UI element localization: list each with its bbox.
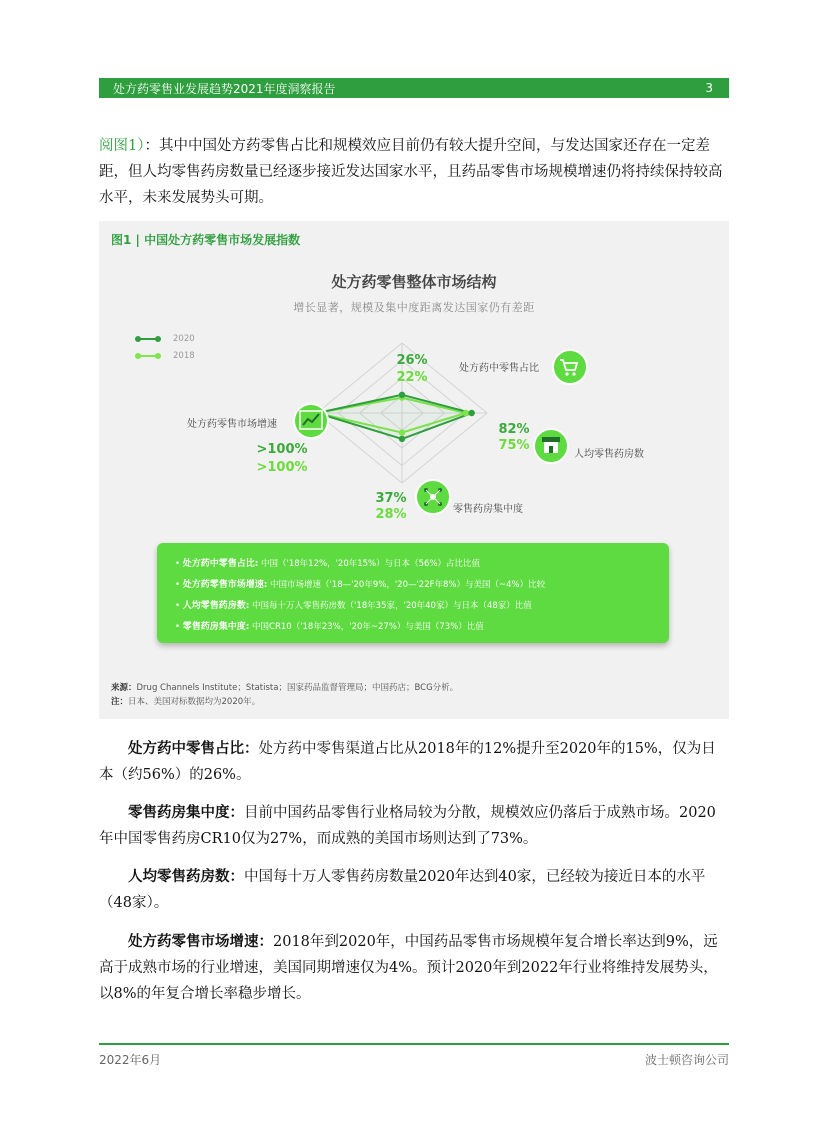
chart-subtitle: 增长显著，规模及集中度距离发达国家仍有差距	[293, 301, 535, 314]
footer-divider	[99, 1043, 729, 1045]
note-text: 日本、美国对标数据均为2020年。	[128, 697, 261, 707]
paragraph-text: 处方药中零售渠道占比从2018年的12%提升至2020年的15%，仅为日本（约56%）的26%。	[99, 741, 716, 783]
network-icon	[416, 480, 450, 514]
footer-date: 2022年6月	[99, 1053, 162, 1067]
axis-label-share: 处方药中零售占比	[459, 363, 539, 374]
summary-text: 中国每十万人零售药房数（'18年35家，'20年40家）与日本（48家）比值	[252, 601, 532, 611]
source-note	[111, 681, 458, 709]
summary-text: 中国市场增速（'18—'20年9%，'20—'22F年8%）与美国（~4%）比较	[270, 580, 546, 590]
intro-paragraph	[99, 133, 729, 211]
chart-title: 处方药零售整体市场结构	[331, 273, 497, 291]
summary-text: 中国CR10（'18年23%，'20年~27%）与美国（73%）比值	[252, 622, 484, 632]
paragraph-label: 人均零售药房数：	[128, 869, 244, 885]
growth-chart-icon	[294, 404, 328, 438]
summary-row: • 零售药房集中度: 中国CR10（'18年23%，'20年~27%）与美国（73%）比值	[175, 622, 484, 632]
paragraph-label: 零售药房集中度：	[128, 805, 244, 821]
summary-label: 零售药房集中度:	[182, 622, 250, 632]
page-number: 3	[705, 81, 713, 95]
footer-company: 波士顿咨询公司	[644, 1053, 729, 1067]
cart-icon	[553, 350, 587, 384]
summary-text: 中国（'18年12%，'20年15%）与日本（56%）占比比值	[261, 559, 481, 569]
summary-label: 人均零售药房数:	[182, 601, 250, 611]
paragraph-share	[99, 736, 729, 788]
figure-label: 图1 | 中国处方药零售市场发展指数	[111, 233, 301, 247]
source-label: 来源：	[111, 683, 137, 693]
header-bar	[99, 78, 729, 98]
summary-box	[157, 543, 669, 643]
value-2018-share: 22%	[396, 370, 428, 385]
paragraph-pharmacies	[99, 864, 729, 916]
value-2018-pharmacies: 75%	[498, 438, 530, 453]
value-2018-growth: >100%	[256, 460, 308, 475]
paragraph-concentration	[99, 800, 729, 852]
report-title: 处方药零售业发展趋势2021年度洞察报告	[113, 81, 336, 96]
figure-reference[interactable]: 阅图1）	[99, 138, 145, 154]
radar-chart	[99, 329, 729, 529]
paragraph-text: 中国每十万人零售药房数量2020年达到40家，已经较为接近日本的水平（48家）。	[99, 869, 706, 911]
axis-label-growth: 处方药零售市场增速	[187, 419, 277, 430]
legend-label-2018: 2018	[173, 351, 195, 361]
series-2018-point-1	[463, 410, 469, 416]
summary-row: • 处方药零售市场增速: 中国市场增速（'18—'20年9%，'20—'22F年8%）与美国（~4%）比较	[175, 580, 546, 590]
summary-row: • 人均零售药房数: 中国每十万人零售药房数（'18年35家，'20年40家）与日本（48家）比值	[175, 601, 532, 611]
summary-row: • 处方药中零售占比: 中国（'18年12%，'20年15%）与日本（56%）占比比值	[175, 559, 481, 569]
source-text: Drug Channels Institute；Statista；国家药品监督管理局；中国药店；BCG分析。	[136, 683, 459, 693]
series-2018-point-2	[399, 429, 405, 435]
legend-label-2020: 2020	[173, 334, 195, 344]
summary-label: 处方药中零售占比:	[182, 559, 259, 569]
series-2020-point-0	[399, 392, 405, 398]
paragraph-growth	[99, 929, 729, 1007]
series-2020-point-1	[469, 410, 475, 416]
pharmacy-store-icon	[534, 429, 568, 463]
value-2020-concentration: 37%	[375, 491, 407, 506]
value-2018-concentration: 28%	[375, 507, 407, 522]
paragraph-label: 处方药零售市场增速：	[128, 934, 273, 950]
paragraph-label: 处方药中零售占比：	[128, 741, 259, 757]
intro-text: ：其中中国处方药零售占比和规模效应目前仍有较大提升空间，与发达国家还存在一定差距，但人均零售药房数量已经逐步接近发达国家水平，且药品零售市场规模增速仍将持续保持较高水平，未来发展势头可期。	[99, 138, 723, 206]
paragraph-text: 2018年到2020年，中国药品零售市场规模年复合增长率达到9%，远高于成熟市场的行业增速，美国同期增速仅为4%。预计2020年到2022年行业将维持发展势头，以8%的年复合增长率稳步增长。	[99, 934, 718, 1002]
paragraph-text: 目前中国药品零售行业格局较为分散，规模效应仍落后于成熟市场。2020年中国零售药房CR10仅为27%，而成熟的美国市场则达到了73%。	[99, 805, 716, 847]
note-label: 注：	[111, 697, 129, 707]
value-2020-share: 26%	[396, 353, 428, 368]
axis-label-pharmacies: 人均零售药房数	[574, 449, 644, 460]
axis-label-concentration: 零售药房集中度	[453, 504, 523, 515]
series-2020-point-2	[399, 436, 405, 442]
figure-panel	[99, 221, 729, 719]
value-2020-pharmacies: 82%	[498, 422, 530, 437]
summary-label: 处方药零售市场增速:	[182, 580, 268, 590]
value-2020-growth: >100%	[256, 442, 308, 457]
